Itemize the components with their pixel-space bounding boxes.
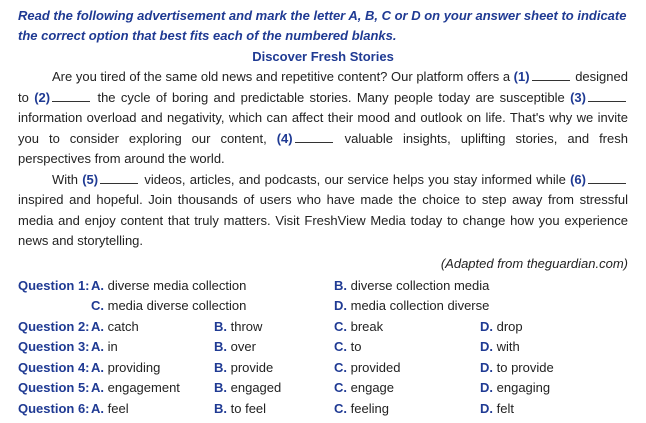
question-row (18, 399, 628, 420)
question-label: Question 5: (18, 380, 90, 395)
option-d[interactable]: D. felt (480, 400, 514, 416)
option-d[interactable]: D. drop (480, 318, 523, 334)
option-b[interactable]: B. over (214, 339, 256, 354)
option-c[interactable]: C. media diverse collection (91, 298, 247, 313)
option-a[interactable]: A. catch (91, 318, 139, 334)
option-c[interactable]: C. feeling (334, 400, 389, 416)
blank-number: (3) (570, 89, 586, 105)
paragraph-text: valuable insights, uplifting stories, and fresh perspectives from around the world. (18, 130, 628, 166)
paragraph-text: With (52, 171, 78, 187)
blank-line (532, 70, 570, 81)
option-a[interactable]: A. feel (91, 400, 129, 416)
blank-line (588, 173, 626, 184)
option-b[interactable]: B. engaged (214, 380, 282, 395)
question-row (18, 276, 628, 297)
option-c[interactable]: C. provided (334, 359, 401, 375)
question-row (18, 296, 628, 317)
blank-line (52, 91, 90, 102)
passage-title: Discover Fresh Stories (252, 49, 394, 64)
option-a[interactable]: A. engagement (91, 380, 180, 395)
option-c[interactable]: C. break (334, 318, 384, 334)
question-row (18, 378, 628, 399)
option-b[interactable]: B. to feel (214, 400, 267, 416)
question-row (18, 317, 628, 338)
paragraph-text: inspired and hopeful. Join thousands of users who have made the choice to step away from stressful media and enjoy content that truly matters. Visit FreshView Media today to change how you experience news and storytelling. (18, 192, 628, 248)
instructions: Read the following advertisement and mark the letter A, B, C or D on your answer sheet to indicate the correct option that best fits each of the numbered blanks. (18, 8, 627, 43)
paragraph-text: information overload and negativity, which can affect their mood and outlook on life. That's why we invite you to consider exploring our content, (18, 110, 628, 146)
option-b[interactable]: B. provide (214, 359, 274, 375)
blank-line (100, 173, 138, 184)
question-label: Question 6: (18, 400, 90, 416)
exam-page (18, 6, 628, 419)
option-d[interactable]: D. media collection diverse (334, 298, 490, 313)
blank-line (588, 91, 626, 102)
blank-number: (2) (34, 89, 51, 105)
question-row (18, 358, 628, 379)
option-a[interactable]: A. diverse media collection (91, 277, 247, 293)
blank-number: (5) (82, 171, 99, 187)
blank-number: (1) (513, 69, 530, 84)
question-label: Question 3: (18, 339, 90, 354)
option-c[interactable]: C. to (334, 339, 362, 354)
option-a[interactable]: A. providing (91, 359, 161, 375)
option-c[interactable]: C. engage (334, 380, 395, 395)
option-b[interactable]: B. throw (214, 318, 263, 334)
paragraph-text: videos, articles, and podcasts, our service helps you stay informed while (144, 171, 566, 187)
paragraph-text: designed to (18, 69, 628, 105)
paragraph-text: Are you tired of the same old news and repetitive content? Our platform offers a (52, 69, 511, 84)
question-label: Question 2: (18, 318, 90, 334)
question-label: Question 4: (18, 359, 90, 375)
blank-number: (4) (276, 130, 293, 146)
passage-paragraph-2 (18, 170, 628, 252)
source-citation: (Adapted from theguardian.com) (440, 255, 628, 271)
paragraph-text: the cycle of boring and predictable stories. Many people today are susceptible (97, 89, 565, 105)
option-b[interactable]: B. diverse collection media (334, 277, 490, 293)
option-a[interactable]: A. in (91, 339, 118, 354)
question-label: Question 1: (18, 277, 90, 293)
question-list (18, 276, 628, 420)
passage-paragraph-1 (18, 67, 628, 170)
option-d[interactable]: D. engaging (480, 380, 551, 395)
question-row (18, 337, 628, 358)
blank-number: (6) (570, 171, 586, 187)
blank-line (295, 132, 333, 143)
option-d[interactable]: D. to provide (480, 359, 554, 375)
option-d[interactable]: D. with (480, 339, 520, 354)
